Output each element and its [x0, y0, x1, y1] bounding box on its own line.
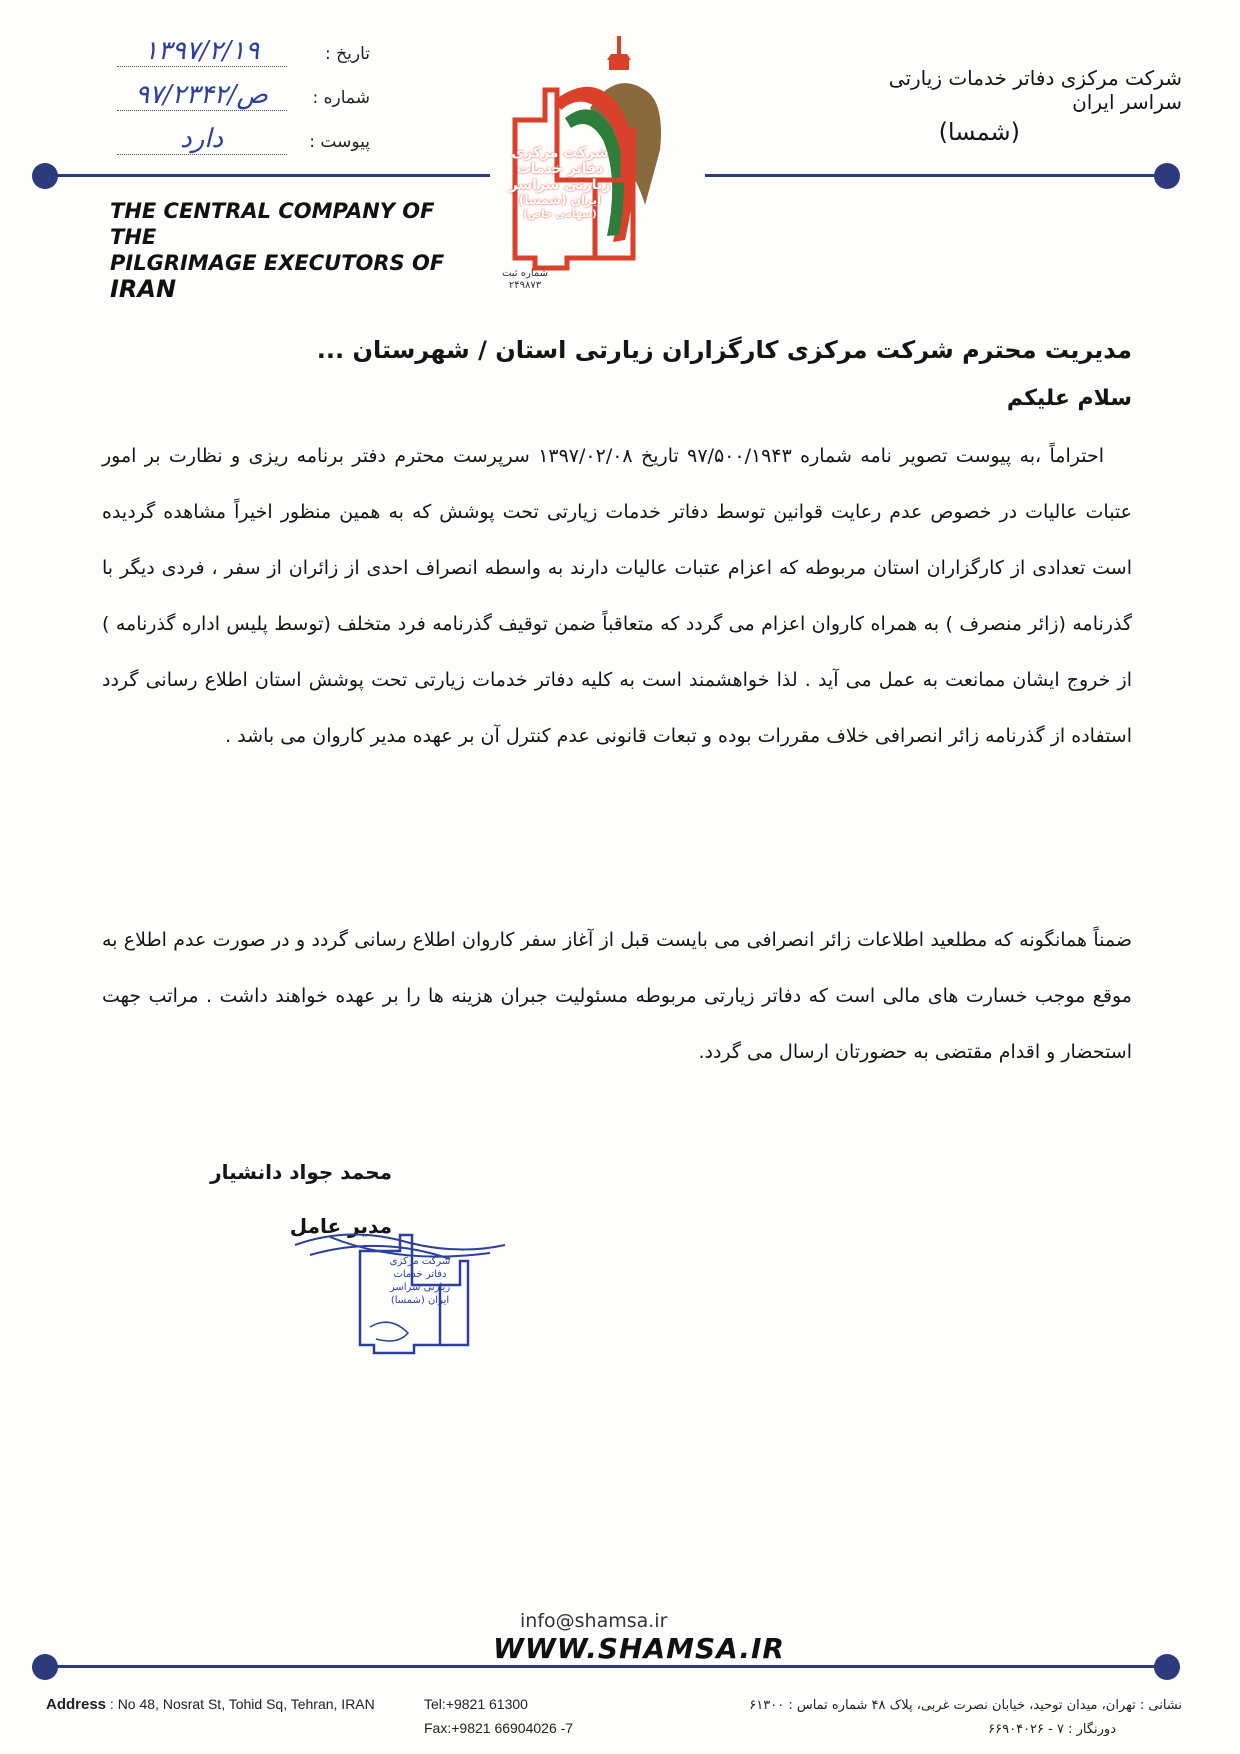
footer-tel: Tel:+9821 61300: [424, 1696, 528, 1712]
paragraph-1: احتراماً ،به پیوست تصویر نامه شماره ۹۷/۵۰۰/۱۹۴۳ تاریخ ۱۳۹۷/۰۲/۰۸ سرپرست محترم دفتر برنامه ریزی و نظارت بر امور عتبات عالیات در خصوص عدم رعایت قوانین توسط دفاتر خدمات زیارتی تحت پوشش که به همین منظور اخیراً مشاهده گردیده است تعدادی از کارگزاران استان مربوطه که اعزام عتبات عالیات دارند به واسطه انصراف احدی از زائران از سفر ، فردی دیگر با گذرنامه (زائر منصرف ) به همراه کاروان اعزام می گردد که متعاقباً ضمن توقیف گذرنامه فرد متخلف (توسط پلیس اداره گذرنامه ) از خروج ایشان ممانعت به عمل می آید . لذا خواهشمند است به کلیه دفاتر خدمات زیارتی تحت پوشش استان اطلاع رسانی گردد استفاده از گذرنامه زائر انصرافی خلاف مقررات بوده و تبعات قانونی عدم کنترل آن بر عهده مدیر کاروان می باشد .: [102, 445, 1132, 747]
company-name-fa: شرکت مرکزی دفاتر خدمات زیارتی سراسر ایران: [888, 66, 1182, 114]
address-text: : No 48, Nosrat St, Tohid Sq, Tehran, IRAN: [106, 1696, 375, 1712]
company-name-en: [110, 198, 480, 303]
company-en-iran: IRAN: [110, 275, 177, 303]
number-value: ص/۹۷/۲۳۴۲: [117, 80, 287, 111]
logo-line: دفاتر خدمات: [516, 161, 604, 177]
logo-reg-label: شماره ثبت: [501, 268, 549, 279]
paragraph-2: ضمناً همانگونه که مطلعید اطلاعات زائر انصرافی می بایست قبل از آغاز سفر کاروان اطلاع رسانی گردد و در صورت عدم اطلاع به موقع موجب خسارت های مالی است که دفاتر زیارتی مربوطه مسئولیت جبران هزینه ها را بر عهده خواهند داشت . مراتب جهت استحضار و اقدام مقتضی به حضورتان ارسال می گردد.: [102, 929, 1132, 1063]
attachment-value: دارد: [117, 124, 287, 155]
logo-registration: [495, 268, 555, 292]
address-fa-line: نشانی : تهران، میدان توحید، خیابان نصرت غربی، پلاک ۴۸ شماره تماس : ۶۱۳۰۰: [749, 1698, 1182, 1713]
address-label: Address: [46, 1696, 107, 1713]
stamp-line: ایران (شمسا): [390, 1295, 450, 1306]
footer-fax: Fax:+9821 66904026 -7: [424, 1720, 574, 1736]
company-en-line2: [110, 250, 480, 303]
stamp-line: شرکت مرکزی: [389, 1256, 451, 1267]
logo-line: (سهامی خاص): [523, 209, 597, 220]
official-stamp: [290, 1215, 530, 1365]
stamp-line: دفاتر خدمات: [393, 1269, 447, 1280]
stamp-line: زیارتی سراسر: [389, 1282, 451, 1293]
header-rule-left: [50, 174, 490, 177]
signer-name-text: محمد جواد دانشیار: [210, 1160, 392, 1184]
footer-website: WWW.SHAMSA.IR: [493, 1632, 785, 1665]
footer-dot-right: [1154, 1654, 1180, 1680]
company-en-line2a: PILGRIMAGE EXECUTORS OF: [110, 251, 445, 275]
date-row: [100, 36, 370, 67]
attachment-row: [100, 124, 370, 155]
company-en-line1: THE CENTRAL COMPANY OF THE: [110, 199, 435, 249]
date-label: تاریخ :: [325, 44, 370, 64]
footer-rule: [50, 1665, 1170, 1668]
number-label: شماره :: [312, 88, 370, 108]
date-value: ۱۳۹۷/۲/۱۹: [117, 36, 287, 67]
header-rule-right: [705, 174, 1175, 177]
logo-reg-number: ۲۴۹۸۷۳: [508, 280, 542, 291]
rule-dot-right: [1154, 163, 1180, 189]
fax-fa-line: دورنگار : ۷ - ۶۶۹۰۴۰۲۶: [988, 1722, 1116, 1737]
greeting: سلام علیکم: [1006, 386, 1132, 411]
logo-line: ایران (شمسا): [518, 193, 602, 207]
logo-line: زیارتی سراسر: [509, 177, 611, 193]
salutation: مدیریت محترم شرکت مرکزی کارگزاران زیارتی استان / شهرستان ...: [316, 336, 1132, 364]
company-short-name: (شمسا): [938, 118, 1020, 146]
signer-title-text: مدیر عامل: [289, 1214, 392, 1238]
footer-email: info@shamsa.ir: [520, 1610, 668, 1632]
logo-line: شرکت مرکزی: [511, 145, 609, 161]
footer-address-en: [46, 1696, 375, 1713]
stamp-text: [372, 1255, 468, 1307]
number-row: [100, 80, 370, 111]
signer-name: [102, 1160, 1132, 1184]
attachment-label: پیوست :: [309, 132, 370, 152]
logo-caption: [465, 145, 655, 221]
company-logo: [495, 30, 725, 300]
signer-title: [102, 1214, 1132, 1238]
footer-address-fa: [622, 1694, 1182, 1742]
